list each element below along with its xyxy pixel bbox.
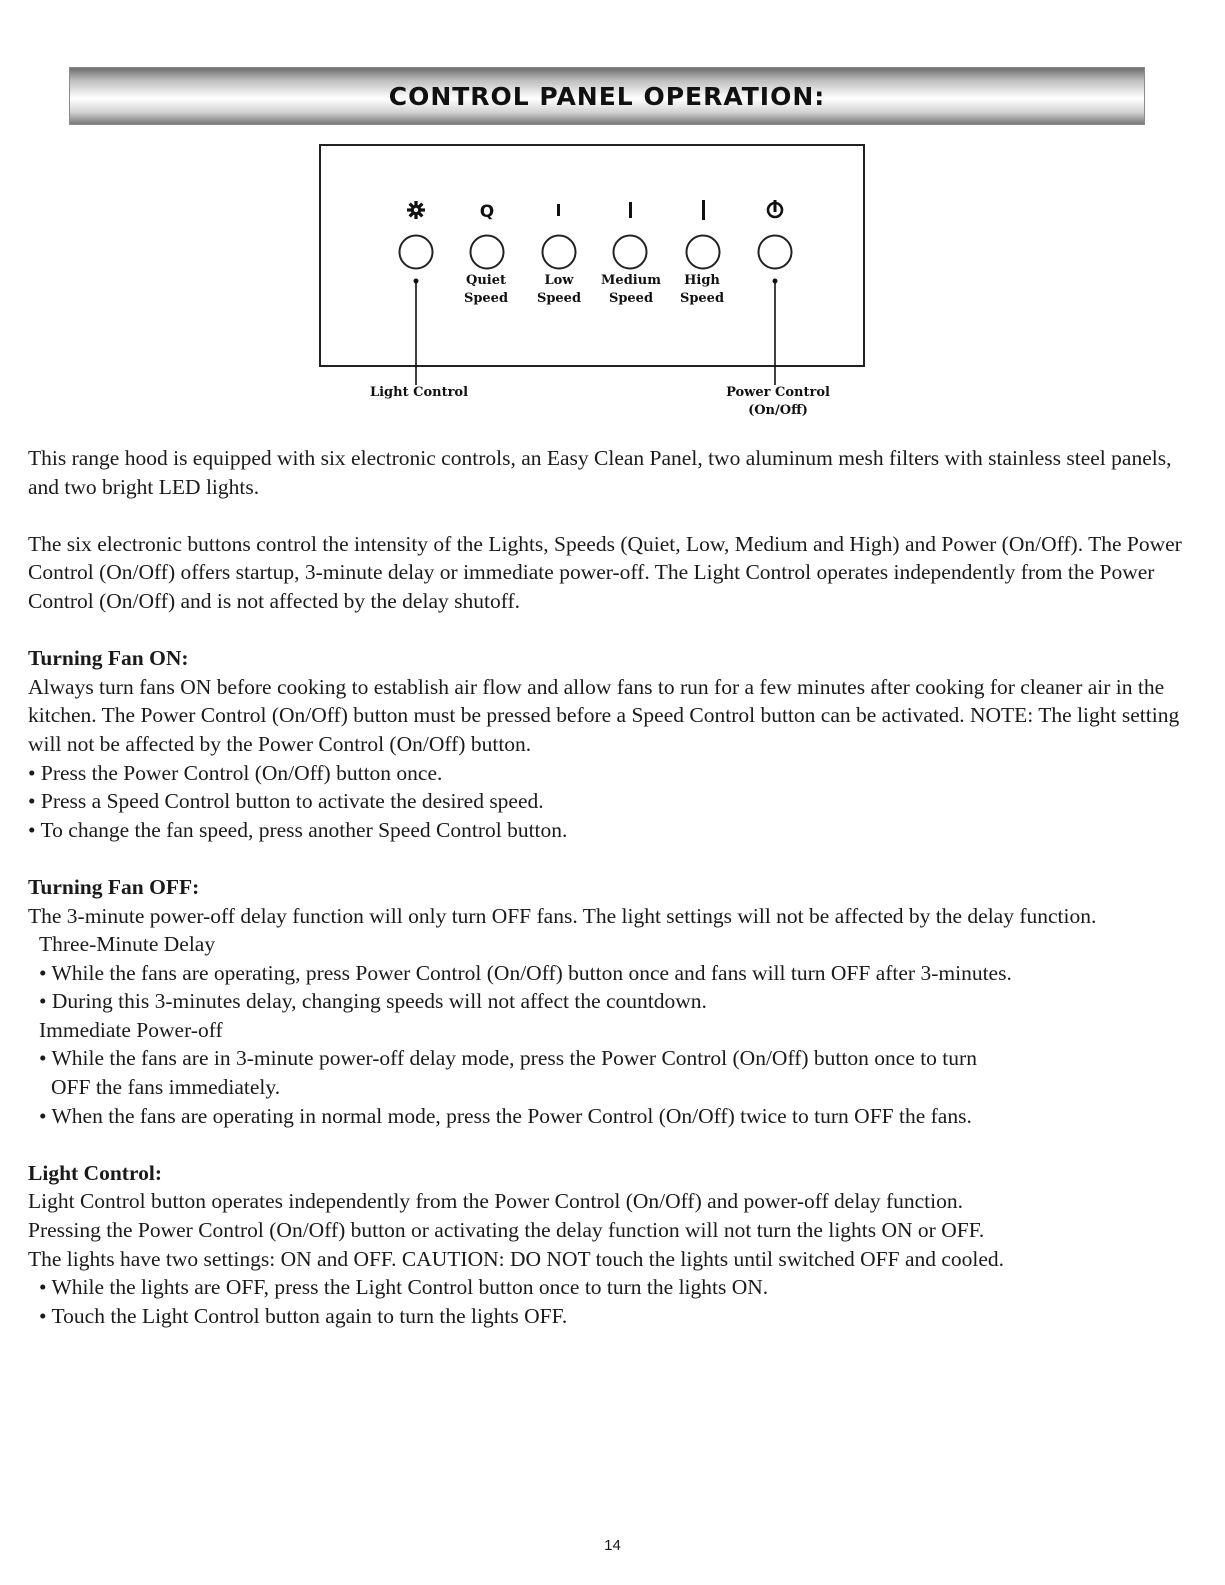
- medium-speed-button[interactable]: [614, 236, 647, 269]
- quiet-speed-button[interactable]: [471, 236, 504, 269]
- immediate-bullet: • While the fans are in 3-minute power-off delay mode, press the Power Control (On/Off) button once to turn: [39, 1046, 977, 1071]
- section-title: CONTROL PANEL OPERATION:: [388, 81, 826, 111]
- immediate-subheading: Immediate Power-off: [39, 1017, 223, 1042]
- power-control-callout-line2: (On/Off): [748, 403, 808, 418]
- high-speed-symbol: [702, 200, 705, 220]
- quiet-label-line2: Speed: [463, 291, 509, 306]
- power-button[interactable]: [759, 236, 792, 269]
- low-speed-symbol: [557, 204, 560, 216]
- light-control-line: Light Control button operates independently from the Power Control (On/Off) and power-off delay function.: [28, 1189, 964, 1214]
- fan-on-bullet: • Press a Speed Control button to activate the desired speed.: [28, 789, 544, 814]
- quiet-label-line1: Quiet: [466, 273, 506, 288]
- high-speed-button[interactable]: [687, 236, 720, 269]
- quiet-symbol: Q: [479, 202, 495, 222]
- intro-paragraph-2: The six electronic buttons control the intensity of the Lights, Speeds (Quiet, Low, Medium and High) and Power (On/Off). The Power Control (On/Off) offers startup, 3-minute delay or immediate power-off. The Light Control operates independently from the Power Control (On/Off) and is not affected by the delay shutoff.: [28, 531, 1182, 613]
- delay-subheading: Three-Minute Delay: [39, 932, 216, 957]
- fan-on-bullet: • Press the Power Control (On/Off) button once.: [28, 760, 443, 785]
- immediate-bullet: • When the fans are operating in normal mode, press the Power Control (On/Off) twice to turn OFF the fans.: [39, 1103, 972, 1128]
- control-panel-diagram: [0, 0, 1225, 430]
- immediate-bullet-continued: OFF the fans immediately.: [51, 1075, 281, 1100]
- high-label-line2: Speed: [679, 291, 725, 306]
- fan-off-text: The 3-minute power-off delay function will only turn OFF fans. The light settings will not be affected by the delay function.: [28, 903, 1097, 928]
- delay-bullet: • While the fans are operating, press Power Control (On/Off) button once and fans will turn OFF after 3-minutes.: [39, 960, 1012, 985]
- light-control-bullet: • Touch the Light Control button again to turn the lights OFF.: [39, 1303, 568, 1328]
- medium-speed-symbol: [629, 202, 632, 218]
- low-label-line2: Speed: [536, 291, 582, 306]
- delay-bullet: • During this 3-minutes delay, changing speeds will not affect the countdown.: [39, 989, 707, 1014]
- low-label-line1: Low: [544, 273, 574, 288]
- intro-paragraph-1: This range hood is equipped with six electronic controls, an Easy Clean Panel, two aluminum mesh filters with stainless steel panels, and two bright LED lights.: [28, 446, 1172, 499]
- medium-label-line2: Speed: [608, 291, 654, 306]
- light-control-line: The lights have two settings: ON and OFF. CAUTION: DO NOT touch the lights until switched OFF and cooled.: [28, 1246, 1005, 1271]
- light-icon: [407, 201, 425, 219]
- fan-on-text: Always turn fans ON before cooking to establish air flow and allow fans to run for a few minutes after cooking for cleaner air in the kitchen. The Power Control (On/Off) button must be pressed before a Speed Control button can be activated. NOTE: The light setting will not be affected by the Power Control (On/Off) button.: [28, 674, 1180, 756]
- power-icon: [768, 200, 782, 217]
- light-control-heading: Light Control:: [28, 1160, 162, 1185]
- high-label-line1: High: [684, 273, 720, 288]
- low-speed-button[interactable]: [543, 236, 576, 269]
- fan-off-heading: Turning Fan OFF:: [28, 874, 200, 899]
- instructions-body: [28, 444, 1198, 1330]
- page-number: 14: [604, 1537, 621, 1554]
- light-control-callout: Light Control: [369, 385, 469, 400]
- fan-on-heading: Turning Fan ON:: [28, 646, 189, 671]
- light-button[interactable]: [400, 236, 433, 269]
- light-control-bullet: • While the lights are OFF, press the Light Control button once to turn the lights ON.: [39, 1275, 769, 1300]
- fan-on-bullet: • To change the fan speed, press another Speed Control button.: [28, 817, 568, 842]
- light-control-line: Pressing the Power Control (On/Off) button or activating the delay function will not turn the lights ON or OFF.: [28, 1218, 985, 1243]
- medium-label-line1: Medium: [601, 273, 661, 288]
- power-control-callout-line1: Power Control: [726, 385, 830, 400]
